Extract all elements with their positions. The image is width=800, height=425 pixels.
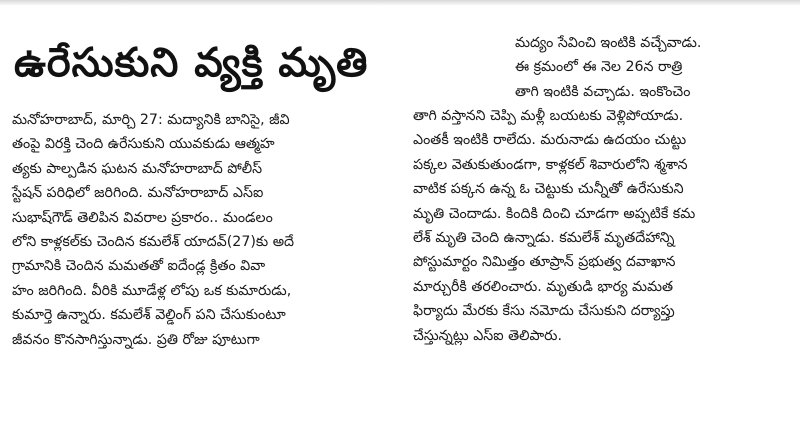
text-line: లేశ్ మృతి చెంది ఉన్నాడు. కమలేశ్ మృతదేహాన్ని	[413, 230, 675, 247]
text-line: ఎంతకీ ఇంటికి రాలేదు. మరునాడు ఉదయం చుట్టు	[413, 132, 687, 149]
text-line: సుభాష్‌గౌడ్ తెలిపిన వివరాల ప్రకారం.. మండలం	[12, 209, 273, 226]
text-line: చేస్తున్నట్లు ఎస్ఐ తెలిపారు.	[413, 327, 562, 344]
text-line: పోస్టుమార్టం నిమిత్తం తూప్రాన్ ప్రభుత్వ దవాఖాన	[413, 254, 676, 271]
text-line: తంపై విరక్తి చెంది ఉరేసుకుని యువకుడు ఆత్మహ	[12, 136, 275, 153]
text-line: త్యకు పాల్పడిన ఘటన మనోహరాబాద్ పోలీస్	[12, 160, 263, 177]
text-line: తాగి వస్తానని చెప్పి మళ్లీ బయటకు వెళ్లిపోయాడు.	[413, 108, 684, 124]
text-line: తాగి ఇంటికి వచ్చాడు. ఇంకొంచెం	[515, 83, 691, 100]
text-line: లోని కాళ్లకల్‌కు చెందిన కమలేశ్ యాదవ్(27)కు అదే	[12, 234, 295, 251]
text-line: మార్చురీకి తరలించారు. మృతుడి భార్య మమత	[413, 278, 674, 295]
text-line: వాటిక పక్కన ఉన్న ఓ చెట్టుకు చున్నీతో ఉరేసుకుని	[413, 181, 684, 198]
text-line: మనోహరాబాద్, మార్చి 27: మద్యానికి బానిసై, జీవి	[12, 112, 290, 128]
text-line: మద్యం సేవించి ఇంటికి వచ్చేవాడు.	[515, 35, 702, 51]
text-line: పక్కల వెతుకుతుండగా, కాళ్లకల్ శివారులోని శ్మశాన	[413, 156, 688, 173]
text-line: ఈ క్రమంలో ఈ నెల 26న రాత్రి	[515, 59, 683, 76]
left-column	[12, 108, 397, 352]
text-line: స్టేషన్ పరిధిలో జరిగింది. మనోహరాబాద్ ఎస్ఐ	[12, 185, 264, 202]
text-line: కుమార్తె ఉన్నారు. కమలేశ్ వెల్డింగ్ పని చేసుకుంటూ	[12, 307, 286, 324]
text-line: మృతి చెందాడు. కిందికి దించి చూడగా అప్పటికే కమ	[413, 205, 696, 222]
headline: ఉరేసుకుని వ్యక్తి మృతి	[14, 40, 369, 86]
text-line: గ్రామానికి చెందిన మమతతో ఐదేండ్ల క్రితం వివా	[12, 258, 266, 275]
text-line: జీవనం కొనసాగిస్తున్నాడు. ప్రతి రోజు పూటుగా	[12, 331, 260, 348]
text-line: ఫిర్యాదు మేరకు కేసు నమోదు చేసుకుని దర్యాప్తు	[413, 303, 675, 320]
right-column-top	[515, 31, 790, 104]
right-column	[413, 104, 791, 348]
top-rule	[0, 0, 800, 6]
text-line: హం జరిగింది. వీరికి మూడేళ్ల లోపు ఒక కుమారుడు,	[12, 282, 292, 299]
